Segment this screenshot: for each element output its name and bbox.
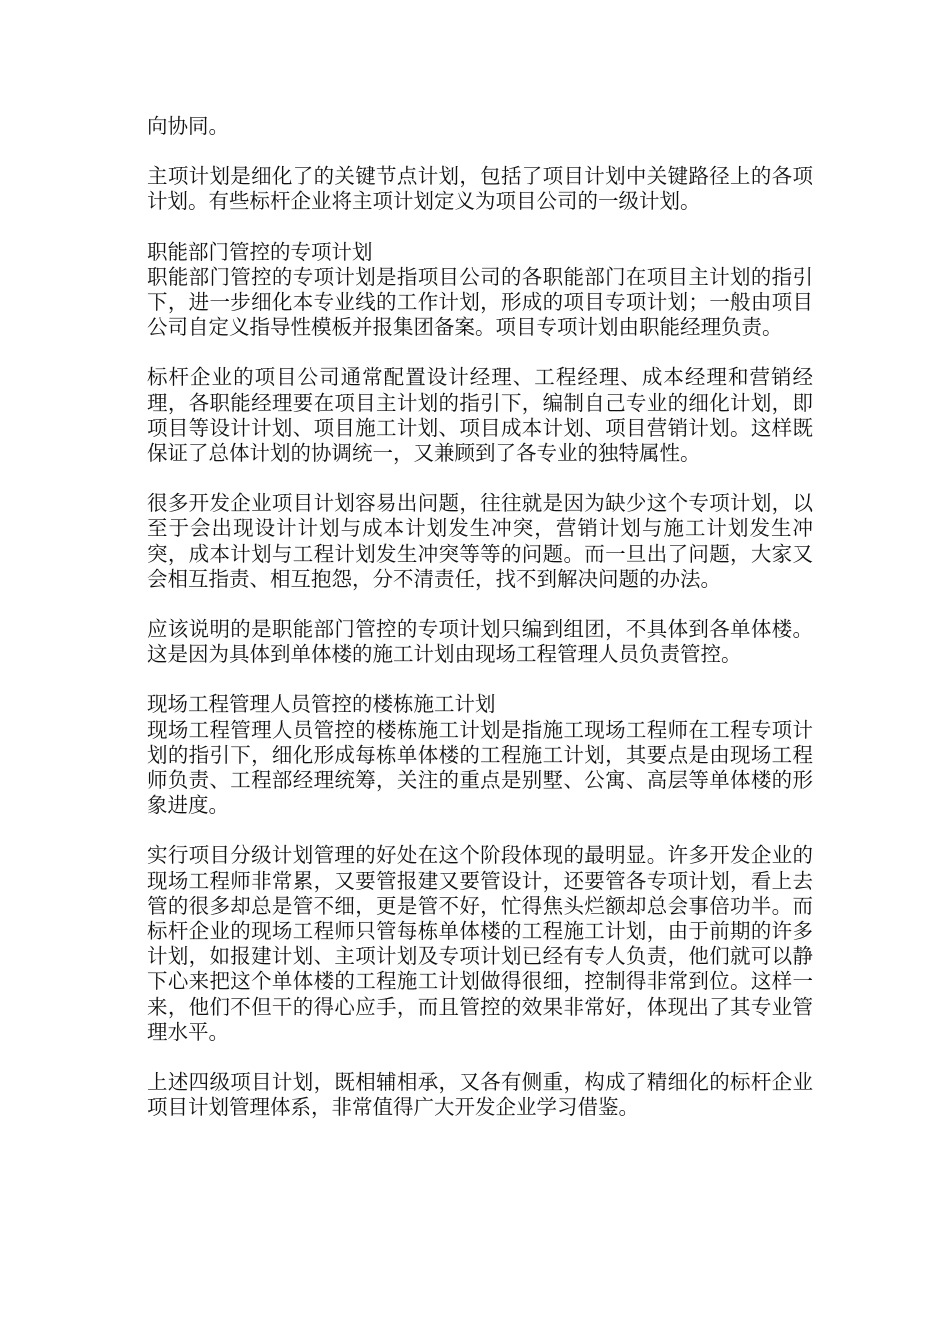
paragraph-continuation: 向协同。 (147, 114, 229, 138)
paragraph-functional-managers: 标杆企业的项目公司通常配置设计经理、工程经理、成本经理和营销经理，各职能经理要在项目主计划的指引下，编制自己专业的细化计划，即项目等设计计划、项目施工计划、项目成本计划、项目营销计划。这样既保证了总体计划的协调统一，又兼顾到了各专业的独特属性。 (147, 365, 813, 466)
section-heading-functional-plan: 职能部门管控的专项计划 (147, 239, 373, 264)
paragraph-building-plan-definition: 现场工程管理人员管控的楼栋施工计划是指施工现场工程师在工程专项计划的指引下，细化形成每栋单体楼的工程施工计划，其要点是由现场工程师负责、工程部经理统筹，关注的重点是别墅、公寓、高层等单体楼的形象进度。 (147, 717, 813, 818)
document-body (147, 114, 813, 1146)
paragraph-conclusion: 上述四级项目计划，既相辅相承，又各有侧重，构成了精细化的标杆企业项目计划管理体系，非常值得广大开发企业学习借鉴。 (147, 1070, 813, 1120)
paragraph-plan-scope: 应该说明的是职能部门管控的专项计划只编到组团，不具体到各单体楼。这是因为具体到单体楼的施工计划由现场工程管理人员负责管控。 (147, 617, 813, 667)
section-heading-building-plan: 现场工程管理人员管控的楼栋施工计划 (147, 692, 496, 717)
paragraph-functional-plan-definition: 职能部门管控的专项计划是指项目公司的各职能部门在项目主计划的指引下，进一步细化本专业线的工作计划，形成的项目专项计划；一般由项目公司自定义指导性模板并报集团备案。项目专项计划由职能经理负责。 (147, 264, 813, 340)
paragraph-plan-conflicts: 很多开发企业项目计划容易出问题，往往就是因为缺少这个专项计划，以至于会出现设计计划与成本计划发生冲突，营销计划与施工计划发生冲突，成本计划与工程计划发生冲突等等的问题。而一旦出了问题，大家又会相互指责、相互抱怨，分不清责任，找不到解决问题的办法。 (147, 491, 813, 591)
paragraph-main-plan: 主项计划是细化了的关键节点计划，包括了项目计划中关键路径上的各项计划。有些标杆企业将主项计划定义为项目公司的一级计划。 (147, 164, 813, 214)
paragraph-benefits: 实行项目分级计划管理的好处在这个阶段体现的最明显。许多开发企业的现场工程师非常累，又要管报建又要管设计，还要管各专项计划，看上去管的很多却总是管不细，更是管不好，忙得焦头烂额却总会事倍功半。而标杆企业的现场工程师只管每栋单体楼的工程施工计划，由于前期的许多计划，如报建计划、主项计划及专项计划已经有专人负责，他们就可以静下心来把这个单体楼的工程施工计划做得很细，控制得非常到位。这样一来，他们不但干的得心应手，而且管控的效果非常好，体现出了其专业管理水平。 (147, 843, 813, 1044)
